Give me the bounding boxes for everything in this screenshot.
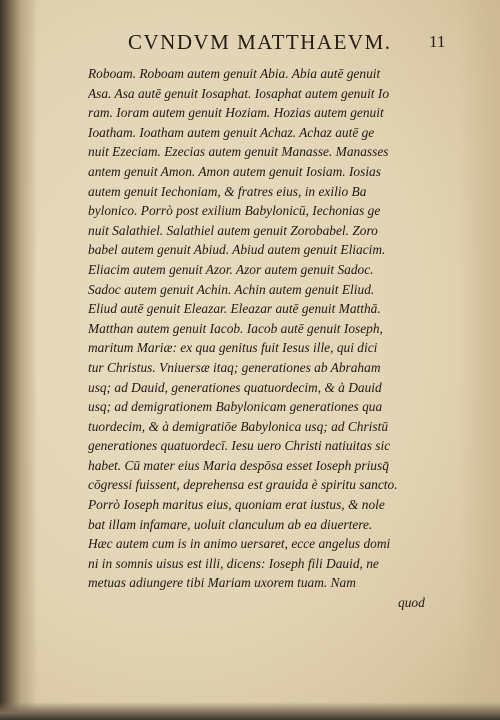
text-line: Porrò Ioseph maritus eius, quoniam erat iustus, & nole bbox=[88, 497, 385, 513]
text-line: Roboam. Roboam autem genuit Abia. Abia autē genuit bbox=[88, 66, 381, 81]
text-line: bylonico. Porrò post exilium Babylonicū, Iechonias ge bbox=[88, 203, 381, 219]
text-line: nuit Ezeciam. Ezecias autem genuit Manasse. Manasses bbox=[88, 144, 389, 160]
text-line: usq; ad Dauid, generationes quatuordecim, & à Dauid bbox=[88, 379, 382, 395]
text-line: Eliud autē genuit Eleazar. Eleazar autē genuit Matthā. bbox=[88, 301, 381, 317]
text-line: Matthan autem genuit Iacob. Iacob autē genuit Ioseph, bbox=[88, 320, 383, 336]
text-line: autem genuit Iechoniam, & fratres eius, in exilio Ba bbox=[88, 183, 367, 199]
text-line: nuit Salathiel. Salathiel autem genuit Zorobabel. Zoro bbox=[88, 222, 378, 238]
text-line: metuas adiungere tibi Mariam uxorem tuam. Nam bbox=[88, 575, 356, 591]
text-line: bat illam infamare, uoluit clanculum ab ea diuertere. bbox=[88, 516, 373, 532]
text-line: maritum Mariæ: ex qua genitus fuit Iesus ille, qui dici bbox=[88, 340, 378, 356]
page-number: 11 bbox=[429, 32, 446, 51]
page-bottom-edge bbox=[0, 702, 500, 720]
text-line: Eliacim autem genuit Azor. Azor autem genuit Sadoc. bbox=[88, 261, 374, 277]
text-line: tur Christus. Vniuersæ itaq; generationes ab Abraham bbox=[88, 359, 381, 375]
text-line: generationes quatuordecī. Iesu uero Christi natiuitas sic bbox=[88, 438, 391, 454]
text-line: babel autem genuit Abiud. Abiud autem genuit Eliacim. bbox=[88, 242, 386, 258]
text-line: ni in somnis uisus est illi, dicens: Ioseph fili Dauid, ne bbox=[88, 555, 379, 571]
text-line: antem genuit Amon. Amon autem genuit Iosiam. Iosias bbox=[88, 163, 381, 179]
text-line: cōgressi fuissent, deprehensa est grauida è spiritu sancto. bbox=[88, 477, 398, 493]
text-line: Ioatham. Ioatham autem genuit Achaz. Achaz autē ge bbox=[88, 124, 375, 140]
text-line: ram. Ioram autem genuit Hoziam. Hozias autem genuit bbox=[88, 105, 384, 121]
text-line: Hæc autem cum is in animo uersaret, ecce angelus domi bbox=[88, 536, 391, 552]
text-line: Asa. Asa autē genuit Iosaphat. Iosaphat autem genuit Io bbox=[88, 85, 390, 101]
page-edge-shadow bbox=[460, 0, 500, 720]
binding-gutter bbox=[0, 0, 38, 720]
catchword: quod bbox=[398, 595, 425, 610]
running-title: CVNDVM MATTHAEVM. bbox=[128, 30, 392, 54]
text-line: habet. Cū mater eius Maria despōsa esset Ioseph priusq̄ bbox=[88, 457, 389, 473]
text-line: Sadoc autem genuit Achin. Achin autem genuit Eliud. bbox=[88, 281, 375, 297]
text-line: usq; ad demigrationem Babylonicam generationes qua bbox=[88, 399, 383, 415]
text-line: tuordecim, & à demigratiōe Babylonica usq; ad Christū bbox=[88, 418, 389, 434]
body-text bbox=[88, 64, 428, 593]
